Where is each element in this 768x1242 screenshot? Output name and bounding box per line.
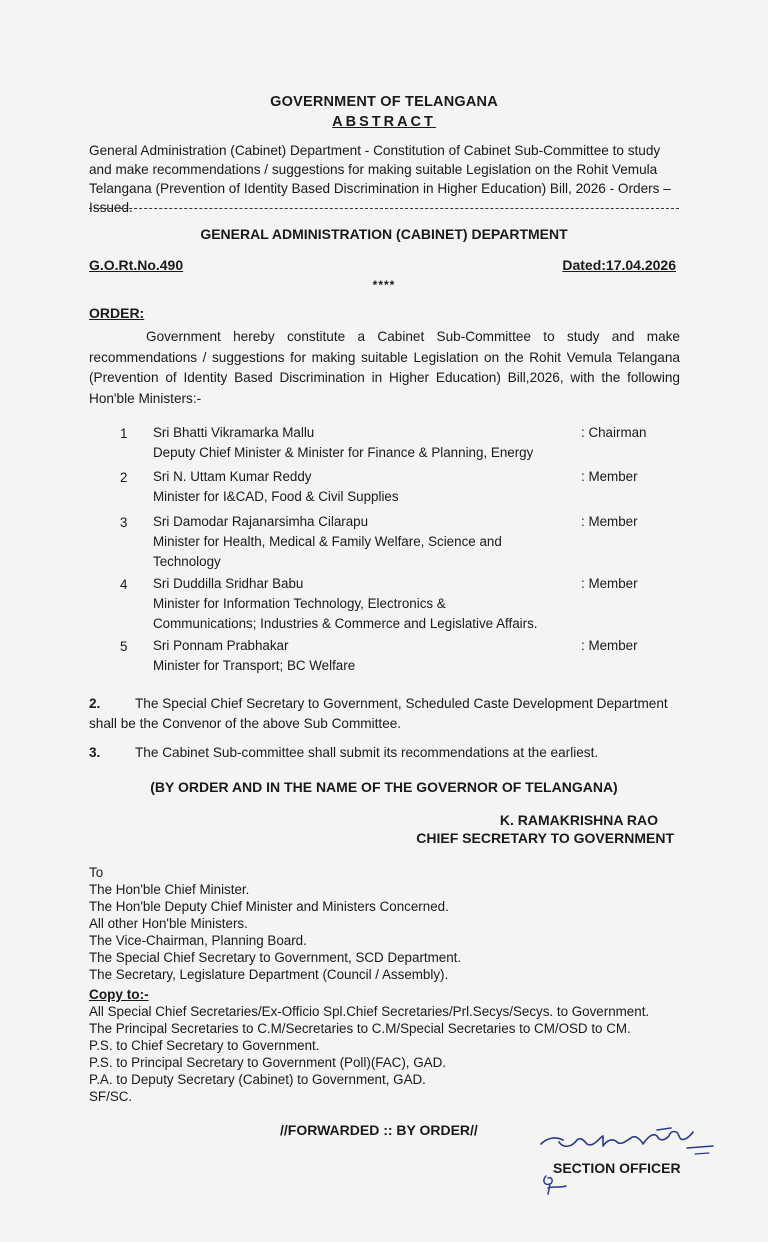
member-number: 1 <box>120 426 128 441</box>
to-recipient: The Secretary, Legislature Department (Council / Assembly). <box>89 967 449 982</box>
paragraph-3 <box>89 743 681 763</box>
copy-recipient: All Special Chief Secretaries/Ex-Officio Spl.Chief Secretaries/Prl.Secys/Secys. to Government. <box>89 1004 650 1019</box>
department-heading: GENERAL ADMINISTRATION (CABINET) DEPARTMENT <box>200 226 568 242</box>
member-name: Sri Ponnam Prabhakar <box>153 638 289 653</box>
paragraph-text: The Special Chief Secretary to Government, Scheduled Caste Development Department shall be the Convenor of the above Sub Committee. <box>89 696 668 731</box>
copy-recipient: The Principal Secretaries to C.M/Secretaries to C.M/Special Secretaries to CM/OSD to CM. <box>89 1021 631 1036</box>
copy-recipient: SF/SC. <box>89 1089 133 1104</box>
member-number: 5 <box>120 639 128 654</box>
subject-text: General Administration (Cabinet) Department - Constitution of Cabinet Sub-Committee to study and make recommendations / suggestions for making suitable Legislation on the Rohit Vemula Telangana (Prevention of Identity Based Discrimination in Higher Education) Bill, 2026 - Orders – Issued. <box>89 143 671 215</box>
to-recipient: The Hon'ble Chief Minister. <box>89 882 250 897</box>
paragraph-number: 3. <box>89 745 101 760</box>
forwarded-line: //FORWARDED :: BY ORDER// <box>280 1122 478 1138</box>
paragraph-number: 2. <box>89 696 101 711</box>
to-recipient: The Hon'ble Deputy Chief Minister and Ministers Concerned. <box>89 899 449 914</box>
government-heading: GOVERNMENT OF TELANGANA <box>270 94 498 110</box>
to-recipient: The Special Chief Secretary to Government, SCD Department. <box>89 950 462 965</box>
go-number: G.O.Rt.No.490 <box>89 257 184 273</box>
member-designation: Minister for Information Technology, Electronics & <box>153 596 446 611</box>
signatory-name: K. RAMAKRISHNA RAO <box>499 812 658 828</box>
copy-to-heading: Copy to:- <box>89 987 149 1002</box>
dashed-divider <box>89 208 679 209</box>
copy-recipient: P.S. to Chief Secretary to Government. <box>89 1038 320 1053</box>
member-designation: Minister for Health, Medical & Family Welfare, Science and <box>153 534 502 549</box>
to-heading: To <box>89 865 104 880</box>
member-role: : Member <box>581 576 638 591</box>
member-name: Sri Damodar Rajanarsimha Cilarapu <box>153 514 369 529</box>
member-designation: Minister for Transport; BC Welfare <box>153 658 356 673</box>
paragraph-2 <box>89 694 681 734</box>
order-intro: Government hereby constitute a Cabinet Sub-Committee to study and make recommendations / suggestions for making suitable Legislation on the Rohit Vemula Telangana (Prevention of Identity Based Discrimination in Higher Education) Bill,2026, with the following Hon'ble Ministers:- <box>89 329 680 406</box>
member-name: Sri N. Uttam Kumar Reddy <box>153 469 312 484</box>
by-order-line: (BY ORDER AND IN THE NAME OF THE GOVERNOR OF TELANGANA) <box>150 779 618 795</box>
paragraph-text: The Cabinet Sub-committee shall submit its recommendations at the earliest. <box>135 745 599 760</box>
stars-separator: **** <box>372 278 396 292</box>
go-date: Dated:17.04.2026 <box>562 257 676 273</box>
member-role: : Member <box>581 514 638 529</box>
copy-recipient: P.A. to Deputy Secretary (Cabinet) to Government, GAD. <box>89 1072 426 1087</box>
signatory-title: CHIEF SECRETARY TO GOVERNMENT <box>416 830 674 846</box>
handwritten-initials <box>540 1172 570 1196</box>
member-role: : Member <box>581 638 638 653</box>
member-number: 2 <box>120 470 128 485</box>
to-recipient: The Vice-Chairman, Planning Board. <box>89 933 307 948</box>
member-designation: Communications; Industries & Commerce and Legislative Affairs. <box>153 616 538 631</box>
member-role: : Member <box>581 469 638 484</box>
member-number: 3 <box>120 515 128 530</box>
member-name: Sri Bhatti Vikramarka Mallu <box>153 425 315 440</box>
member-role: : Chairman <box>581 425 647 440</box>
to-recipient: All other Hon'ble Ministers. <box>89 916 248 931</box>
member-designation: Deputy Chief Minister & Minister for Finance & Planning, Energy <box>153 445 534 460</box>
member-designation: Minister for I&CAD, Food & Civil Supplies <box>153 489 399 504</box>
handwritten-signature <box>537 1118 717 1160</box>
member-name: Sri Duddilla Sridhar Babu <box>153 576 304 591</box>
section-officer-title: SECTION OFFICER <box>553 1160 681 1176</box>
abstract-heading: ABSTRACT <box>332 114 436 130</box>
order-heading: ORDER: <box>89 305 145 321</box>
member-number: 4 <box>120 577 128 592</box>
member-designation: Technology <box>153 554 221 569</box>
copy-recipient: P.S. to Principal Secretary to Government (Poll)(FAC), GAD. <box>89 1055 446 1070</box>
